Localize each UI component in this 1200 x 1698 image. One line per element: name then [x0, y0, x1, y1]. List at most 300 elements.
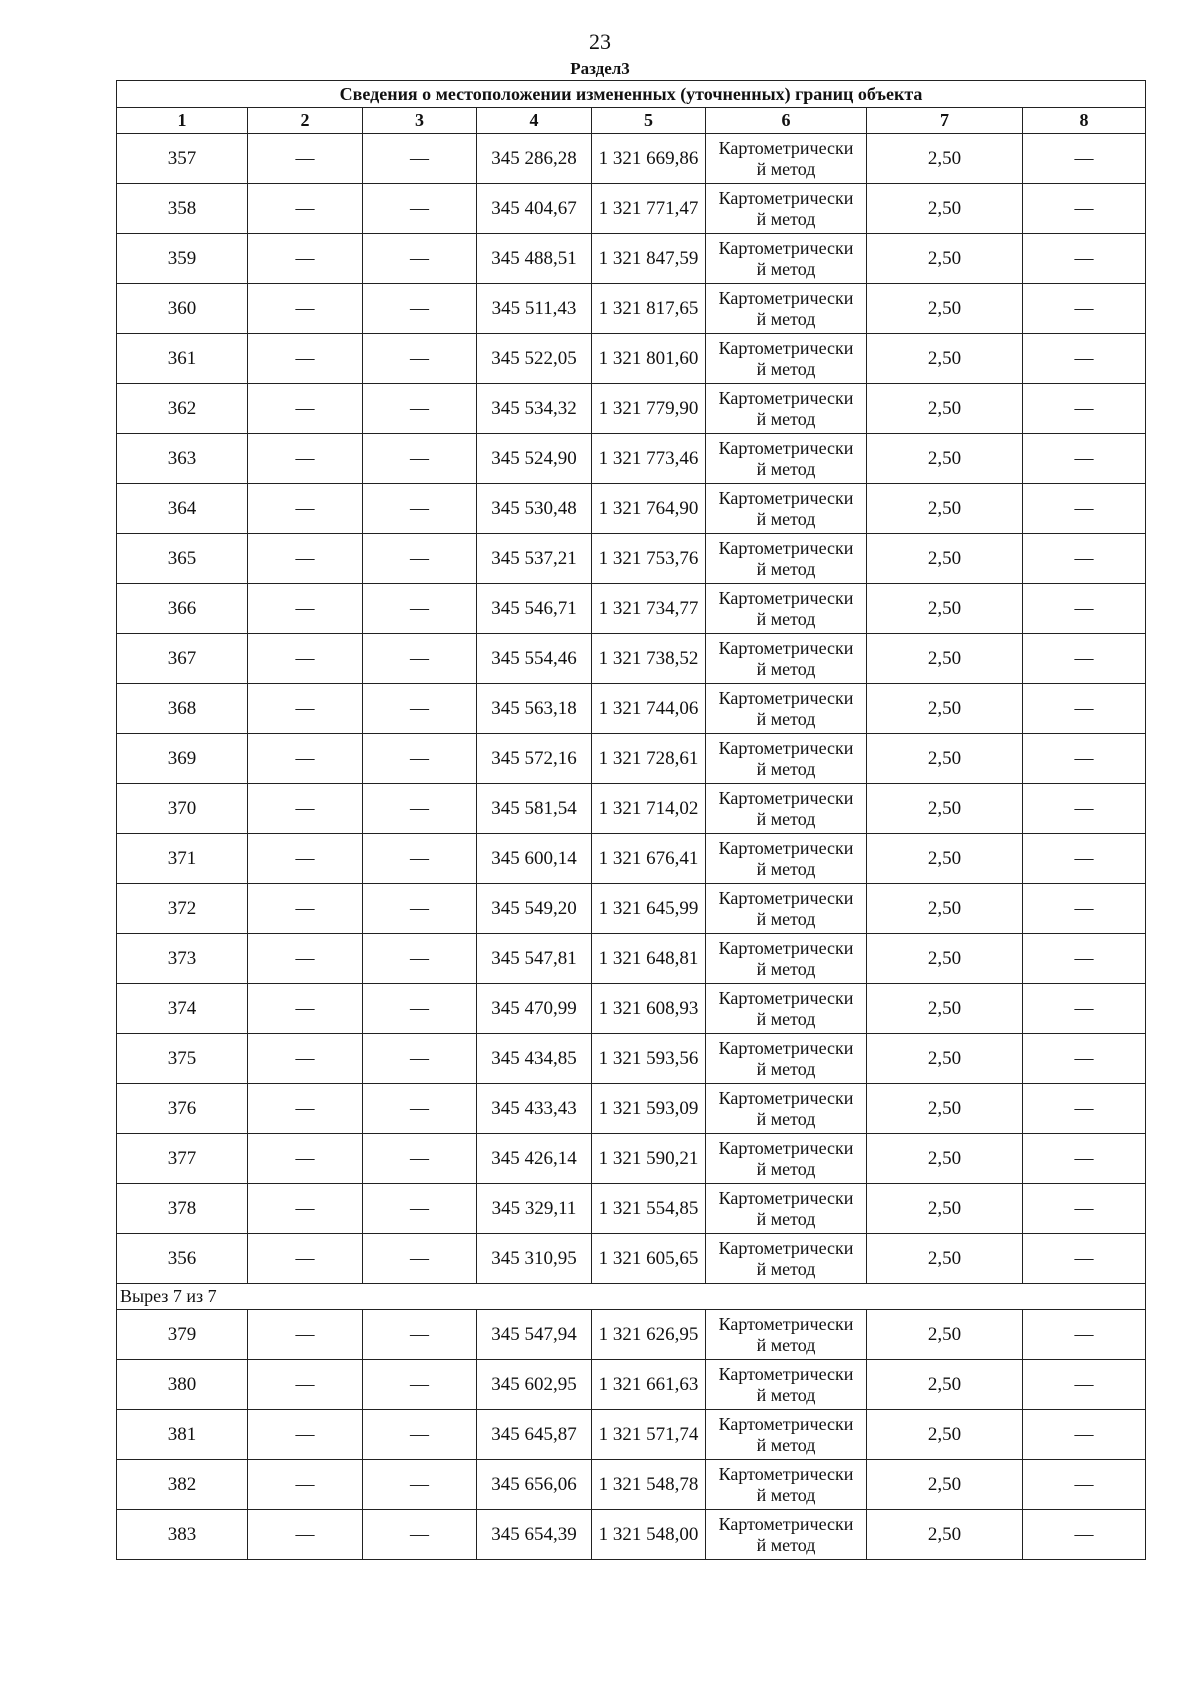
method-line: Картометрически	[718, 187, 854, 208]
accuracy-cell: 2,50	[867, 1510, 1023, 1560]
method-line: Картометрически	[718, 1513, 854, 1534]
separator-label: Вырез 7 из 7	[117, 1284, 1146, 1310]
y-coordinate-cell: 1 321 753,76	[592, 534, 706, 584]
table-row	[117, 284, 1146, 334]
method-line: Картометрически	[718, 887, 854, 908]
column-header: 3	[363, 108, 477, 134]
table-row	[117, 484, 1146, 534]
column3-cell: —	[363, 584, 477, 634]
method-cell	[706, 1234, 867, 1284]
column3-cell: —	[363, 1410, 477, 1460]
x-coordinate-cell: 345 554,46	[477, 634, 592, 684]
column8-cell: —	[1023, 434, 1146, 484]
column-header: 1	[117, 108, 248, 134]
y-coordinate-cell: 1 321 661,63	[592, 1360, 706, 1410]
point-number-cell: 363	[117, 434, 248, 484]
column3-cell: —	[363, 1460, 477, 1510]
point-number-cell: 375	[117, 1034, 248, 1084]
column8-cell: —	[1023, 384, 1146, 434]
column3-cell: —	[363, 984, 477, 1034]
table-row	[117, 1084, 1146, 1134]
x-coordinate-cell: 345 524,90	[477, 434, 592, 484]
table-row	[117, 1310, 1146, 1360]
point-number-cell: 362	[117, 384, 248, 434]
page-number: 23	[589, 29, 611, 54]
accuracy-cell: 2,50	[867, 1410, 1023, 1460]
y-coordinate-cell: 1 321 676,41	[592, 834, 706, 884]
x-coordinate-cell: 345 329,11	[477, 1184, 592, 1234]
column8-cell: —	[1023, 184, 1146, 234]
group1-rows	[117, 134, 1146, 1284]
method-line: Картометрически	[718, 1037, 854, 1058]
y-coordinate-cell: 1 321 648,81	[592, 934, 706, 984]
point-number-cell: 361	[117, 334, 248, 384]
x-coordinate-cell: 345 434,85	[477, 1034, 592, 1084]
accuracy-cell: 2,50	[867, 1360, 1023, 1410]
method-line: Картометрически	[718, 1137, 854, 1158]
point-number-cell: 360	[117, 284, 248, 334]
point-number-cell: 371	[117, 834, 248, 884]
x-coordinate-cell: 345 547,81	[477, 934, 592, 984]
method-line: й метод	[756, 658, 816, 679]
column2-cell: —	[248, 534, 363, 584]
accuracy-cell: 2,50	[867, 934, 1023, 984]
point-number-cell: 374	[117, 984, 248, 1034]
method-line: Картометрически	[718, 587, 854, 608]
column3-cell: —	[363, 1034, 477, 1084]
table-row	[117, 984, 1146, 1034]
column8-cell: —	[1023, 1234, 1146, 1284]
method-cell	[706, 1310, 867, 1360]
method-cell	[706, 534, 867, 584]
point-number-cell: 368	[117, 684, 248, 734]
table-row	[117, 634, 1146, 684]
y-coordinate-cell: 1 321 626,95	[592, 1310, 706, 1360]
column3-cell: —	[363, 1510, 477, 1560]
accuracy-cell: 2,50	[867, 534, 1023, 584]
x-coordinate-cell: 345 511,43	[477, 284, 592, 334]
x-coordinate-cell: 345 563,18	[477, 684, 592, 734]
separator-row	[117, 1284, 1146, 1310]
column8-cell: —	[1023, 784, 1146, 834]
method-line: Картометрически	[718, 1363, 854, 1384]
table-title-row	[117, 81, 1146, 108]
method-line: й метод	[756, 758, 816, 779]
accuracy-cell: 2,50	[867, 434, 1023, 484]
method-cell	[706, 1184, 867, 1234]
column3-cell: —	[363, 234, 477, 284]
x-coordinate-cell: 345 546,71	[477, 584, 592, 634]
method-line: Картометрически	[718, 937, 854, 958]
x-coordinate-cell: 345 656,06	[477, 1460, 592, 1510]
column-header: 5	[592, 108, 706, 134]
point-number-cell: 383	[117, 1510, 248, 1560]
accuracy-cell: 2,50	[867, 1310, 1023, 1360]
method-line: й метод	[756, 608, 816, 629]
y-coordinate-cell: 1 321 548,00	[592, 1510, 706, 1560]
x-coordinate-cell: 345 537,21	[477, 534, 592, 584]
coordinates-table	[116, 80, 1146, 1560]
table-row	[117, 184, 1146, 234]
accuracy-cell: 2,50	[867, 1460, 1023, 1510]
accuracy-cell: 2,50	[867, 784, 1023, 834]
point-number-cell: 369	[117, 734, 248, 784]
method-line: Картометрически	[718, 387, 854, 408]
x-coordinate-cell: 345 547,94	[477, 1310, 592, 1360]
column3-cell: —	[363, 434, 477, 484]
accuracy-cell: 2,50	[867, 234, 1023, 284]
method-line: Картометрически	[718, 787, 854, 808]
method-line: й метод	[756, 1484, 816, 1505]
table-row	[117, 1360, 1146, 1410]
table-row	[117, 1410, 1146, 1460]
method-line: Картометрически	[718, 337, 854, 358]
x-coordinate-cell: 345 310,95	[477, 1234, 592, 1284]
point-number-cell: 367	[117, 634, 248, 684]
column8-cell: —	[1023, 1510, 1146, 1560]
method-cell	[706, 1460, 867, 1510]
table-title: Сведения о местоположении измененных (уточненных) границ объекта	[117, 81, 1146, 108]
method-line: й метод	[756, 358, 816, 379]
y-coordinate-cell: 1 321 593,09	[592, 1084, 706, 1134]
method-line: Картометрически	[718, 1187, 854, 1208]
column8-cell: —	[1023, 1134, 1146, 1184]
method-line: Картометрически	[718, 237, 854, 258]
point-number-cell: 376	[117, 1084, 248, 1134]
table-row	[117, 684, 1146, 734]
column2-cell: —	[248, 784, 363, 834]
method-cell	[706, 284, 867, 334]
column8-cell: —	[1023, 634, 1146, 684]
method-line: Картометрически	[718, 837, 854, 858]
table-row	[117, 1460, 1146, 1510]
method-line: й метод	[756, 1334, 816, 1355]
column3-cell: —	[363, 134, 477, 184]
column3-cell: —	[363, 934, 477, 984]
column2-cell: —	[248, 1360, 363, 1410]
column3-cell: —	[363, 1310, 477, 1360]
method-cell	[706, 784, 867, 834]
table-row	[117, 734, 1146, 784]
point-number-cell: 382	[117, 1460, 248, 1510]
method-cell	[706, 734, 867, 784]
column2-cell: —	[248, 434, 363, 484]
y-coordinate-cell: 1 321 771,47	[592, 184, 706, 234]
column2-cell: —	[248, 884, 363, 934]
column8-cell: —	[1023, 134, 1146, 184]
x-coordinate-cell: 345 426,14	[477, 1134, 592, 1184]
method-line: й метод	[756, 408, 816, 429]
column2-cell: —	[248, 384, 363, 434]
method-line: й метод	[756, 308, 816, 329]
column8-cell: —	[1023, 284, 1146, 334]
column8-cell: —	[1023, 1034, 1146, 1084]
column2-cell: —	[248, 984, 363, 1034]
accuracy-cell: 2,50	[867, 1184, 1023, 1234]
column3-cell: —	[363, 284, 477, 334]
method-line: Картометрически	[718, 1087, 854, 1108]
method-line: й метод	[756, 208, 816, 229]
method-line: й метод	[756, 1208, 816, 1229]
table-row	[117, 584, 1146, 634]
column3-cell: —	[363, 184, 477, 234]
column3-cell: —	[363, 534, 477, 584]
method-line: й метод	[756, 558, 816, 579]
column3-cell: —	[363, 1360, 477, 1410]
point-number-cell: 370	[117, 784, 248, 834]
column8-cell: —	[1023, 1410, 1146, 1460]
method-line: й метод	[756, 1534, 816, 1555]
method-line: Картометрически	[718, 137, 854, 158]
method-cell	[706, 684, 867, 734]
method-cell	[706, 984, 867, 1034]
x-coordinate-cell: 345 488,51	[477, 234, 592, 284]
method-line: й метод	[756, 958, 816, 979]
column8-cell: —	[1023, 584, 1146, 634]
accuracy-cell: 2,50	[867, 584, 1023, 634]
column2-cell: —	[248, 1184, 363, 1234]
accuracy-cell: 2,50	[867, 834, 1023, 884]
y-coordinate-cell: 1 321 554,85	[592, 1184, 706, 1234]
x-coordinate-cell: 345 602,95	[477, 1360, 592, 1410]
accuracy-cell: 2,50	[867, 284, 1023, 334]
column3-cell: —	[363, 1134, 477, 1184]
accuracy-cell: 2,50	[867, 184, 1023, 234]
accuracy-cell: 2,50	[867, 1134, 1023, 1184]
column2-cell: —	[248, 1034, 363, 1084]
method-cell	[706, 584, 867, 634]
method-cell	[706, 1034, 867, 1084]
point-number-cell: 381	[117, 1410, 248, 1460]
x-coordinate-cell: 345 530,48	[477, 484, 592, 534]
point-number-cell: 379	[117, 1310, 248, 1360]
method-line: й метод	[756, 1058, 816, 1079]
column8-cell: —	[1023, 834, 1146, 884]
method-cell	[706, 434, 867, 484]
column2-cell: —	[248, 1134, 363, 1184]
x-coordinate-cell: 345 654,39	[477, 1510, 592, 1560]
method-line: Картометрически	[718, 687, 854, 708]
table-row	[117, 134, 1146, 184]
y-coordinate-cell: 1 321 728,61	[592, 734, 706, 784]
method-line: й метод	[756, 1434, 816, 1455]
point-number-cell: 378	[117, 1184, 248, 1234]
group2-rows	[117, 1310, 1146, 1560]
method-cell	[706, 634, 867, 684]
column-header: 6	[706, 108, 867, 134]
x-coordinate-cell: 345 581,54	[477, 784, 592, 834]
column8-cell: —	[1023, 334, 1146, 384]
column8-cell: —	[1023, 484, 1146, 534]
y-coordinate-cell: 1 321 593,56	[592, 1034, 706, 1084]
table-row	[117, 234, 1146, 284]
y-coordinate-cell: 1 321 571,74	[592, 1410, 706, 1460]
section-label: Раздел3	[570, 59, 630, 78]
accuracy-cell: 2,50	[867, 1084, 1023, 1134]
x-coordinate-cell: 345 433,43	[477, 1084, 592, 1134]
column8-cell: —	[1023, 1460, 1146, 1510]
column2-cell: —	[248, 1460, 363, 1510]
table-row	[117, 534, 1146, 584]
method-line: й метод	[756, 708, 816, 729]
column3-cell: —	[363, 384, 477, 434]
y-coordinate-cell: 1 321 817,65	[592, 284, 706, 334]
column3-cell: —	[363, 884, 477, 934]
method-line: й метод	[756, 1108, 816, 1129]
point-number-cell: 366	[117, 584, 248, 634]
y-coordinate-cell: 1 321 714,02	[592, 784, 706, 834]
method-cell	[706, 1410, 867, 1460]
point-number-cell: 357	[117, 134, 248, 184]
method-line: Картометрически	[718, 737, 854, 758]
accuracy-cell: 2,50	[867, 134, 1023, 184]
column8-cell: —	[1023, 934, 1146, 984]
x-coordinate-cell: 345 572,16	[477, 734, 592, 784]
column8-cell: —	[1023, 734, 1146, 784]
method-line: й метод	[756, 158, 816, 179]
method-cell	[706, 1510, 867, 1560]
separator-section	[117, 1284, 1146, 1310]
column3-cell: —	[363, 684, 477, 734]
y-coordinate-cell: 1 321 608,93	[592, 984, 706, 1034]
method-cell	[706, 384, 867, 434]
x-coordinate-cell: 345 600,14	[477, 834, 592, 884]
method-line: Картометрически	[718, 487, 854, 508]
accuracy-cell: 2,50	[867, 984, 1023, 1034]
column3-cell: —	[363, 784, 477, 834]
accuracy-cell: 2,50	[867, 684, 1023, 734]
method-line: й метод	[756, 508, 816, 529]
column2-cell: —	[248, 934, 363, 984]
y-coordinate-cell: 1 321 738,52	[592, 634, 706, 684]
column-header: 2	[248, 108, 363, 134]
method-cell	[706, 834, 867, 884]
column3-cell: —	[363, 334, 477, 384]
column-header-row	[117, 108, 1146, 134]
point-number-cell: 372	[117, 884, 248, 934]
column8-cell: —	[1023, 234, 1146, 284]
method-cell	[706, 934, 867, 984]
method-line: Картометрически	[718, 1463, 854, 1484]
table-row	[117, 1134, 1146, 1184]
method-line: й метод	[756, 258, 816, 279]
method-cell	[706, 884, 867, 934]
column2-cell: —	[248, 284, 363, 334]
y-coordinate-cell: 1 321 548,78	[592, 1460, 706, 1510]
column2-cell: —	[248, 1084, 363, 1134]
column2-cell: —	[248, 634, 363, 684]
point-number-cell: 356	[117, 1234, 248, 1284]
point-number-cell: 373	[117, 934, 248, 984]
column2-cell: —	[248, 184, 363, 234]
method-line: й метод	[756, 1384, 816, 1405]
method-cell	[706, 184, 867, 234]
method-cell	[706, 234, 867, 284]
table-row	[117, 884, 1146, 934]
accuracy-cell: 2,50	[867, 1034, 1023, 1084]
point-number-cell: 365	[117, 534, 248, 584]
column2-cell: —	[248, 584, 363, 634]
y-coordinate-cell: 1 321 605,65	[592, 1234, 706, 1284]
accuracy-cell: 2,50	[867, 384, 1023, 434]
table-row	[117, 1184, 1146, 1234]
column-header: 7	[867, 108, 1023, 134]
x-coordinate-cell: 345 534,32	[477, 384, 592, 434]
column2-cell: —	[248, 234, 363, 284]
method-line: Картометрически	[718, 987, 854, 1008]
y-coordinate-cell: 1 321 801,60	[592, 334, 706, 384]
column8-cell: —	[1023, 534, 1146, 584]
method-cell	[706, 1360, 867, 1410]
column2-cell: —	[248, 684, 363, 734]
column3-cell: —	[363, 484, 477, 534]
point-number-cell: 380	[117, 1360, 248, 1410]
y-coordinate-cell: 1 321 744,06	[592, 684, 706, 734]
column8-cell: —	[1023, 984, 1146, 1034]
table-row	[117, 384, 1146, 434]
table-row	[117, 834, 1146, 884]
column2-cell: —	[248, 734, 363, 784]
method-line: Картометрически	[718, 537, 854, 558]
column2-cell: —	[248, 1310, 363, 1360]
accuracy-cell: 2,50	[867, 734, 1023, 784]
method-line: й метод	[756, 1158, 816, 1179]
method-cell	[706, 1084, 867, 1134]
method-line: Картометрически	[718, 437, 854, 458]
method-line: й метод	[756, 1258, 816, 1279]
method-line: й метод	[756, 458, 816, 479]
column3-cell: —	[363, 634, 477, 684]
method-line: Картометрически	[718, 1313, 854, 1334]
method-cell	[706, 484, 867, 534]
method-line: Картометрически	[718, 287, 854, 308]
column8-cell: —	[1023, 1310, 1146, 1360]
column2-cell: —	[248, 1510, 363, 1560]
accuracy-cell: 2,50	[867, 884, 1023, 934]
x-coordinate-cell: 345 522,05	[477, 334, 592, 384]
y-coordinate-cell: 1 321 645,99	[592, 884, 706, 934]
method-cell	[706, 134, 867, 184]
column2-cell: —	[248, 134, 363, 184]
method-line: й метод	[756, 808, 816, 829]
table-row	[117, 1034, 1146, 1084]
column3-cell: —	[363, 834, 477, 884]
table-row	[117, 434, 1146, 484]
table-row	[117, 934, 1146, 984]
method-line: Картометрически	[718, 637, 854, 658]
column8-cell: —	[1023, 1184, 1146, 1234]
method-line: й метод	[756, 858, 816, 879]
x-coordinate-cell: 345 286,28	[477, 134, 592, 184]
y-coordinate-cell: 1 321 734,77	[592, 584, 706, 634]
y-coordinate-cell: 1 321 590,21	[592, 1134, 706, 1184]
column3-cell: —	[363, 1084, 477, 1134]
method-line: й метод	[756, 1008, 816, 1029]
column-header: 8	[1023, 108, 1146, 134]
method-line: й метод	[756, 908, 816, 929]
x-coordinate-cell: 345 549,20	[477, 884, 592, 934]
y-coordinate-cell: 1 321 669,86	[592, 134, 706, 184]
column3-cell: —	[363, 1184, 477, 1234]
x-coordinate-cell: 345 404,67	[477, 184, 592, 234]
x-coordinate-cell: 345 470,99	[477, 984, 592, 1034]
column2-cell: —	[248, 834, 363, 884]
table-row	[117, 334, 1146, 384]
accuracy-cell: 2,50	[867, 1234, 1023, 1284]
table-row	[117, 784, 1146, 834]
column2-cell: —	[248, 334, 363, 384]
method-line: Картометрически	[718, 1413, 854, 1434]
